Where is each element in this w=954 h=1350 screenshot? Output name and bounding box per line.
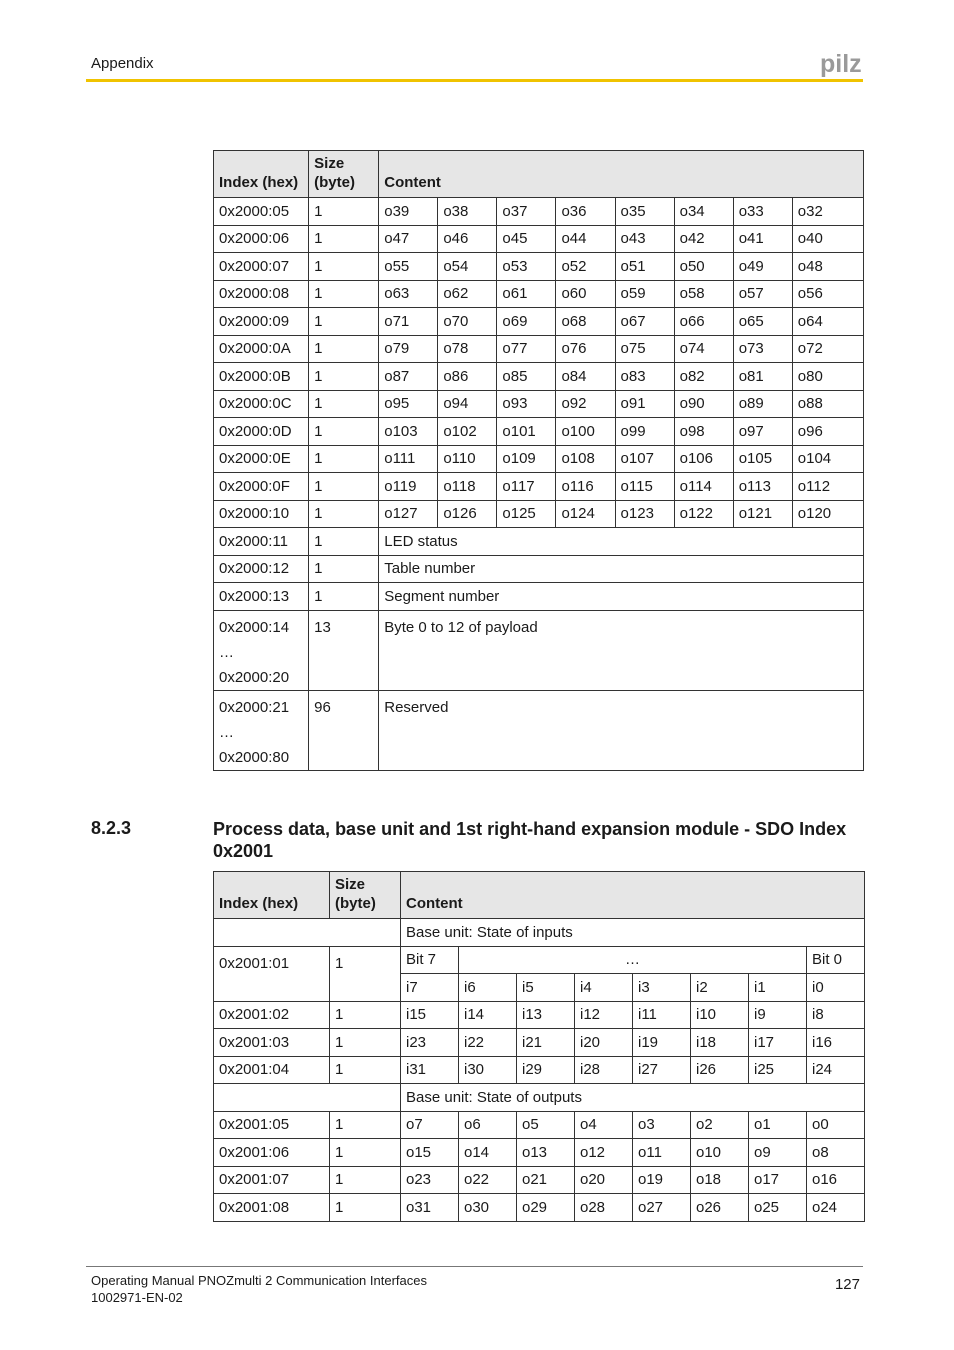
bit-cell: o19 — [633, 1166, 691, 1194]
bit-cell: o71 — [379, 308, 438, 336]
bit-cell: o88 — [792, 390, 863, 418]
bit-cell: o102 — [438, 418, 497, 446]
bit-cell: o38 — [438, 198, 497, 226]
table-row — [214, 528, 864, 556]
bit-cell: i22 — [459, 1029, 517, 1057]
bit-cell: i26 — [691, 1056, 749, 1084]
index-range-index-start: 0x2000:14 — [219, 618, 290, 636]
index-cell: 0x2000:09 — [214, 308, 309, 336]
table-row — [214, 390, 864, 418]
bit-cell: o69 — [497, 308, 556, 336]
outputs-heading: Base unit: State of outputs — [401, 1084, 865, 1112]
page-number: 127 — [834, 1276, 860, 1293]
size-cell: 1 — [330, 946, 401, 1001]
index-cell: 0x2000:06 — [214, 225, 309, 253]
bit-cell: o59 — [615, 280, 674, 308]
bit-cell: o8 — [807, 1139, 865, 1167]
bit-cell: o14 — [459, 1139, 517, 1167]
index-cell: 0x2001:05 — [214, 1111, 330, 1139]
bit-cell: o78 — [438, 335, 497, 363]
bit-cell: o47 — [379, 225, 438, 253]
bit-cell: o91 — [615, 390, 674, 418]
header-index: Index (hex) — [214, 151, 309, 198]
inputs-heading: Base unit: State of inputs — [401, 919, 865, 947]
bit-cell: o79 — [379, 335, 438, 363]
bit-cell: o6 — [459, 1111, 517, 1139]
bit-cell: o116 — [556, 473, 615, 501]
table-row — [214, 253, 864, 281]
bit-cell: i28 — [575, 1056, 633, 1084]
bit-cell: o35 — [615, 198, 674, 226]
bit-cell: o118 — [438, 473, 497, 501]
bit-cell: i19 — [633, 1029, 691, 1057]
table-row — [214, 308, 864, 336]
bit-cell: i12 — [575, 1001, 633, 1029]
size-cell: 1 — [309, 253, 379, 281]
bit-cell: o5 — [517, 1111, 575, 1139]
bit-cell: o103 — [379, 418, 438, 446]
bit-cell: i21 — [517, 1029, 575, 1057]
bit-cell: o74 — [674, 335, 733, 363]
content-cell: Table number — [379, 555, 864, 583]
index-cell: 0x2000:10 — [214, 500, 309, 528]
bit-cell: o4 — [575, 1111, 633, 1139]
bit-cell: o57 — [733, 280, 792, 308]
size-cell: 1 — [309, 335, 379, 363]
bit-header-row — [214, 946, 865, 974]
bit-cell: o96 — [792, 418, 863, 446]
bit-cell: i5 — [517, 974, 575, 1002]
index-cell: 0x2001:07 — [214, 1166, 330, 1194]
bit-cell: o89 — [733, 390, 792, 418]
sdo-2000-table — [213, 150, 864, 771]
index-cell: 0x2001:03 — [214, 1029, 330, 1057]
table-row — [214, 1139, 865, 1167]
size-cell: 1 — [309, 500, 379, 528]
size-cell: 1 — [309, 473, 379, 501]
bit-cell: i9 — [749, 1001, 807, 1029]
index-cell: 0x2000:08 — [214, 280, 309, 308]
bit-cell: o48 — [792, 253, 863, 281]
index-range-index-end: 0x2000:20 — [219, 668, 290, 686]
bit-cell: o21 — [517, 1166, 575, 1194]
size-cell: 1 — [309, 390, 379, 418]
bit-cell: o82 — [674, 363, 733, 391]
table-row — [214, 1001, 865, 1029]
index-cell: 0x2001:04 — [214, 1056, 330, 1084]
outputs-heading-row — [214, 1084, 865, 1112]
index-cell: 0x2001:02 — [214, 1001, 330, 1029]
bit-cell: o18 — [691, 1166, 749, 1194]
bit-cell: o17 — [749, 1166, 807, 1194]
bit-cell: o2 — [691, 1111, 749, 1139]
bit-cell: i24 — [807, 1056, 865, 1084]
bit-cell: o127 — [379, 500, 438, 528]
index-cell: 0x2000:0D — [214, 418, 309, 446]
table-header-row — [214, 872, 865, 919]
bit-cell: o1 — [749, 1111, 807, 1139]
bit-cell: i23 — [401, 1029, 459, 1057]
bit-cell: o124 — [556, 500, 615, 528]
bit-cell: o43 — [615, 225, 674, 253]
size-cell: 1 — [309, 225, 379, 253]
sdo-2001-table — [213, 871, 865, 1222]
bit-cell: o100 — [556, 418, 615, 446]
bit-cell: i16 — [807, 1029, 865, 1057]
bit-cell: o11 — [633, 1139, 691, 1167]
bit-cell: o119 — [379, 473, 438, 501]
bit-cell: o75 — [615, 335, 674, 363]
table-row — [214, 445, 864, 473]
bit-cell: o87 — [379, 363, 438, 391]
size-cell: 1 — [309, 418, 379, 446]
table-row — [214, 225, 864, 253]
table-row — [214, 1166, 865, 1194]
bit-cell: o16 — [807, 1166, 865, 1194]
size-cell: 1 — [330, 1001, 401, 1029]
index-cell: 0x2001:08 — [214, 1194, 330, 1222]
bit-cell: o99 — [615, 418, 674, 446]
bit-cell: i7 — [401, 974, 459, 1002]
table-row — [214, 1194, 865, 1222]
bit-cell: i31 — [401, 1056, 459, 1084]
index-range-index-start: 0x2000:21 — [219, 698, 290, 716]
bit-cell: o67 — [615, 308, 674, 336]
size-cell: 1 — [309, 445, 379, 473]
content-cell: LED status — [379, 528, 864, 556]
bit-cell: o36 — [556, 198, 615, 226]
bit-cell: o39 — [379, 198, 438, 226]
bit-cell: o32 — [792, 198, 863, 226]
size-cell: 1 — [309, 198, 379, 226]
table-row — [214, 1111, 865, 1139]
bit-cell: o94 — [438, 390, 497, 418]
bit-cell: o52 — [556, 253, 615, 281]
bit-cell: o45 — [497, 225, 556, 253]
bit-cell: o76 — [556, 335, 615, 363]
index-cell: 0x2000:0F — [214, 473, 309, 501]
range-row — [214, 690, 864, 770]
bit-cell: o34 — [674, 198, 733, 226]
bit-cell: o108 — [556, 445, 615, 473]
size-cell: 96 — [309, 690, 379, 770]
bit-cell: o46 — [438, 225, 497, 253]
index-cell: 0x2001:01 — [214, 946, 330, 1001]
bit-cell: o117 — [497, 473, 556, 501]
index-cell: 0x2001:06 — [214, 1139, 330, 1167]
bit-cell: i14 — [459, 1001, 517, 1029]
table-row — [214, 1056, 865, 1084]
bit-cell: o73 — [733, 335, 792, 363]
bit-cell: o104 — [792, 445, 863, 473]
size-cell: 1 — [309, 280, 379, 308]
bit-cell: o70 — [438, 308, 497, 336]
bit-cell: o90 — [674, 390, 733, 418]
bit-cell: o30 — [459, 1194, 517, 1222]
bit-cell: o31 — [401, 1194, 459, 1222]
bit-cell: o95 — [379, 390, 438, 418]
content-cell: Segment number — [379, 583, 864, 611]
bit-cell: i29 — [517, 1056, 575, 1084]
bit-cell: o41 — [733, 225, 792, 253]
section-number: 8.2.3 — [91, 818, 132, 838]
bit-cell: o105 — [733, 445, 792, 473]
index-cell: 0x2000:0C — [214, 390, 309, 418]
bit-cell: i1 — [749, 974, 807, 1002]
bit-cell: o27 — [633, 1194, 691, 1222]
size-cell: 13 — [309, 610, 379, 690]
size-cell: 1 — [330, 1056, 401, 1084]
bit-cell: i3 — [633, 974, 691, 1002]
bit-cell: o51 — [615, 253, 674, 281]
table-row — [214, 473, 864, 501]
size-cell: 1 — [330, 1194, 401, 1222]
bit-cell: o122 — [674, 500, 733, 528]
bit-cell: o15 — [401, 1139, 459, 1167]
bit-cell: i18 — [691, 1029, 749, 1057]
bit-cell: i8 — [807, 1001, 865, 1029]
bit-cell: o126 — [438, 500, 497, 528]
bit-cell: o49 — [733, 253, 792, 281]
bit-cell: o12 — [575, 1139, 633, 1167]
table-row — [214, 555, 864, 583]
bit-cell: o101 — [497, 418, 556, 446]
size-cell: 1 — [330, 1029, 401, 1057]
manual-title: Operating Manual PNOZmulti 2 Communication Interfaces — [91, 1273, 427, 1288]
bit-cell: o84 — [556, 363, 615, 391]
bit-cell: i30 — [459, 1056, 517, 1084]
section-title: Process data, base unit and 1st right-hand expansion module - SDO Index 0x2001 — [213, 819, 847, 861]
index-cell: 0x2000:05 — [214, 198, 309, 226]
bit-cell: i17 — [749, 1029, 807, 1057]
bit-cell: o114 — [674, 473, 733, 501]
bit-ellipsis: … — [459, 946, 807, 974]
bit-cell: i0 — [807, 974, 865, 1002]
bit-cell: o13 — [517, 1139, 575, 1167]
bit-cell: o50 — [674, 253, 733, 281]
bit-cell: o93 — [497, 390, 556, 418]
bit-cell: o56 — [792, 280, 863, 308]
bit-cell: o0 — [807, 1111, 865, 1139]
size-cell: 1 — [330, 1139, 401, 1167]
range-row — [214, 610, 864, 690]
header-size: Size (byte) — [330, 872, 401, 919]
size-cell: 1 — [309, 363, 379, 391]
bit-cell: o58 — [674, 280, 733, 308]
bit-cell: o106 — [674, 445, 733, 473]
bit-cell: o121 — [733, 500, 792, 528]
table-row — [214, 335, 864, 363]
size-cell: 1 — [330, 1111, 401, 1139]
bit-cell: o9 — [749, 1139, 807, 1167]
index-cell: 0x2000:12 — [214, 555, 309, 583]
index-cell: 0x2000:07 — [214, 253, 309, 281]
bit-cell: o25 — [749, 1194, 807, 1222]
content-cell: Byte 0 to 12 of payload — [379, 610, 864, 690]
bit-cell: o85 — [497, 363, 556, 391]
bit-cell: o10 — [691, 1139, 749, 1167]
bit-cell: i10 — [691, 1001, 749, 1029]
table-row — [214, 280, 864, 308]
index-range-cell — [214, 610, 309, 690]
size-cell: 1 — [309, 583, 379, 611]
bit-cell: o81 — [733, 363, 792, 391]
bit-cell: o53 — [497, 253, 556, 281]
pilz-logo — [820, 51, 864, 77]
bit-cell: o64 — [792, 308, 863, 336]
footer-info — [91, 1272, 427, 1306]
bit-cell: o20 — [575, 1166, 633, 1194]
bit-cell: o24 — [807, 1194, 865, 1222]
bit-cell: o44 — [556, 225, 615, 253]
bit-cell: o125 — [497, 500, 556, 528]
table-row — [214, 1029, 865, 1057]
bit-cell: o60 — [556, 280, 615, 308]
bit-cell: o42 — [674, 225, 733, 253]
index-range-cell — [214, 690, 309, 770]
index-range-index-end: 0x2000:80 — [219, 748, 290, 766]
bit-cell: i11 — [633, 1001, 691, 1029]
bit-cell: o54 — [438, 253, 497, 281]
footer-rule — [86, 1266, 863, 1267]
bit-cell: o37 — [497, 198, 556, 226]
bit-cell: o22 — [459, 1166, 517, 1194]
header-index: Index (hex) — [214, 872, 330, 919]
bit-cell: i2 — [691, 974, 749, 1002]
bit-cell: o66 — [674, 308, 733, 336]
bit-cell: o111 — [379, 445, 438, 473]
table-row — [214, 583, 864, 611]
bit-cell: o7 — [401, 1111, 459, 1139]
index-cell: 0x2000:0E — [214, 445, 309, 473]
size-cell: 1 — [330, 1166, 401, 1194]
bit-cell: o65 — [733, 308, 792, 336]
inputs-heading-row — [214, 919, 865, 947]
index-range-ellipsis: … — [219, 643, 234, 661]
bit-cell: o33 — [733, 198, 792, 226]
bit-cell: o115 — [615, 473, 674, 501]
bit-cell: i25 — [749, 1056, 807, 1084]
bit-cell: i13 — [517, 1001, 575, 1029]
table-header-row — [214, 151, 864, 198]
logo-text: pilz — [820, 51, 862, 77]
bit-cell: o28 — [575, 1194, 633, 1222]
bit-cell: o97 — [733, 418, 792, 446]
bit-cell: o112 — [792, 473, 863, 501]
index-cell: 0x2000:11 — [214, 528, 309, 556]
index-range-ellipsis: … — [219, 723, 234, 741]
bit-cell: o77 — [497, 335, 556, 363]
bit-cell: o26 — [691, 1194, 749, 1222]
bit-cell: o72 — [792, 335, 863, 363]
bit-cell: o62 — [438, 280, 497, 308]
bit-cell: i4 — [575, 974, 633, 1002]
header-content: Content — [379, 151, 864, 198]
bit-cell: o98 — [674, 418, 733, 446]
bit-cell: o92 — [556, 390, 615, 418]
content-cell: Reserved — [379, 690, 864, 770]
size-cell: 1 — [309, 555, 379, 583]
bit-cell: o86 — [438, 363, 497, 391]
bit-cell: o29 — [517, 1194, 575, 1222]
bit-cell: o3 — [633, 1111, 691, 1139]
bit-cell: o110 — [438, 445, 497, 473]
table-row — [214, 198, 864, 226]
bit-cell: i15 — [401, 1001, 459, 1029]
bit-0-label: Bit 0 — [807, 946, 865, 974]
bit-cell: i6 — [459, 974, 517, 1002]
size-cell: 1 — [309, 528, 379, 556]
size-cell: 1 — [309, 308, 379, 336]
bit-cell: o68 — [556, 308, 615, 336]
bit-cell: o80 — [792, 363, 863, 391]
bit-cell: o23 — [401, 1166, 459, 1194]
table-row — [214, 500, 864, 528]
header-content: Content — [401, 872, 865, 919]
bit-cell: o123 — [615, 500, 674, 528]
bit-cell: o55 — [379, 253, 438, 281]
bit-cell: o61 — [497, 280, 556, 308]
bit-cell: o113 — [733, 473, 792, 501]
index-cell: 0x2000:13 — [214, 583, 309, 611]
table-row — [214, 418, 864, 446]
bit-cell: i20 — [575, 1029, 633, 1057]
bit-cell: o40 — [792, 225, 863, 253]
doc-number: 1002971-EN-02 — [91, 1290, 183, 1305]
header-title: Appendix — [91, 55, 154, 72]
header-size: Size (byte) — [309, 151, 379, 198]
bit-cell: o120 — [792, 500, 863, 528]
bit-cell: o63 — [379, 280, 438, 308]
bit-cell: o107 — [615, 445, 674, 473]
bit-7-label: Bit 7 — [401, 946, 459, 974]
header-rule — [86, 79, 863, 82]
table-row — [214, 363, 864, 391]
bit-cell: o109 — [497, 445, 556, 473]
bit-cell: o83 — [615, 363, 674, 391]
bit-cell: i27 — [633, 1056, 691, 1084]
index-cell: 0x2000:0A — [214, 335, 309, 363]
index-cell: 0x2000:0B — [214, 363, 309, 391]
